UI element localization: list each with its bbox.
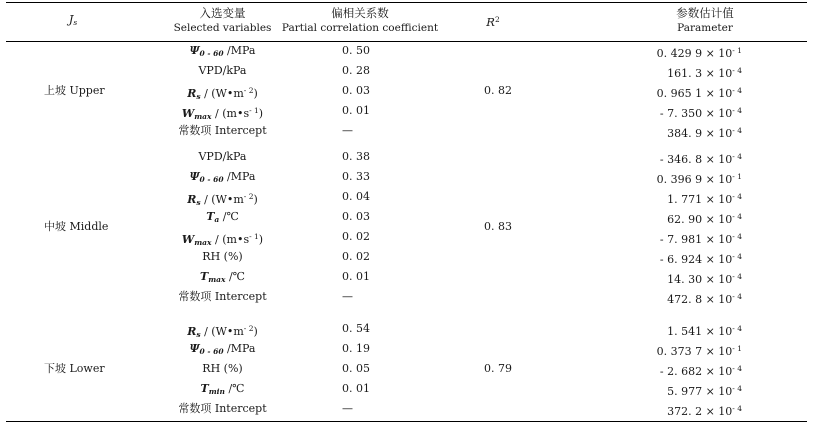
pcc-value: 0. 04 bbox=[342, 190, 370, 203]
group-label: 中坡 Middle bbox=[44, 220, 109, 233]
variable-subscript: max bbox=[194, 112, 212, 121]
parameter-exponent: ‑ 4 bbox=[732, 324, 742, 333]
variable-cell bbox=[150, 210, 295, 227]
variable-subscript: 0 ‑ 60 bbox=[199, 49, 224, 58]
pcc-value: — bbox=[342, 290, 353, 303]
pcc-value: — bbox=[342, 124, 353, 137]
unit-close: ) bbox=[258, 233, 264, 246]
header-parameter-cn: 参数估计值 bbox=[676, 6, 734, 20]
parameter-exponent: ‑ 4 bbox=[732, 86, 742, 95]
pcc-value: 0. 50 bbox=[342, 44, 370, 57]
parameter-exponent: ‑ 4 bbox=[732, 252, 742, 261]
variable-unit: /℃ bbox=[225, 270, 245, 283]
parameter-exponent: ‑ 4 bbox=[732, 66, 742, 75]
header-rule bbox=[6, 41, 807, 42]
parameter-mantissa: 372. 2 × 10 bbox=[667, 405, 733, 418]
parameter-mantissa: 0. 373 7 × 10 bbox=[656, 345, 733, 358]
parameter-value bbox=[560, 44, 742, 61]
variable-subscript: max bbox=[208, 275, 226, 284]
header-r2 bbox=[478, 12, 508, 30]
variable-cell bbox=[150, 322, 295, 342]
variable-cell bbox=[150, 382, 295, 399]
variable-cell bbox=[150, 270, 295, 287]
parameter-value bbox=[560, 382, 742, 399]
variable-cell bbox=[150, 342, 295, 359]
parameter-exponent: ‑ 4 bbox=[732, 126, 742, 135]
variable-symbol: Ψ bbox=[189, 44, 200, 57]
parameter-exponent: ‑ 4 bbox=[732, 152, 742, 161]
variable-subscript: s bbox=[196, 92, 201, 101]
parameter-mantissa: ‑ 2. 682 × 10 bbox=[659, 365, 733, 378]
top-rule bbox=[6, 2, 807, 3]
header-pcc bbox=[265, 6, 455, 36]
variable-cell bbox=[150, 44, 295, 61]
variable-cell bbox=[150, 230, 295, 250]
r2-value: 0. 79 bbox=[484, 362, 512, 375]
parameter-mantissa: 5. 977 × 10 bbox=[667, 385, 733, 398]
parameter-exponent: ‑ 4 bbox=[732, 192, 742, 201]
parameter-exponent: ‑ 4 bbox=[732, 106, 742, 115]
pcc-value: 0. 03 bbox=[342, 84, 370, 97]
pcc-value: 0. 01 bbox=[342, 270, 370, 283]
parameter-mantissa: 62. 90 × 10 bbox=[667, 213, 733, 226]
variable-subscript: 0 ‑ 60 bbox=[199, 347, 224, 356]
parameter-value bbox=[560, 210, 742, 227]
header-variables-en: Selected variables bbox=[173, 22, 272, 34]
variable-symbol: W bbox=[181, 233, 195, 246]
parameter-mantissa: 0. 396 9 × 10 bbox=[656, 173, 733, 186]
pcc-value: 0. 05 bbox=[342, 362, 370, 375]
variable-unit: RH (%) bbox=[202, 362, 243, 375]
variable-cell bbox=[150, 124, 295, 138]
variable-subscript: s bbox=[196, 198, 201, 207]
variable-cell bbox=[150, 170, 295, 187]
variable-unit: 常数项 Intercept bbox=[178, 124, 267, 137]
parameter-value bbox=[560, 402, 742, 419]
variable-symbol: Ψ bbox=[189, 170, 200, 183]
pcc-value: 0. 28 bbox=[342, 64, 370, 77]
header-js bbox=[58, 12, 88, 30]
pcc-value: 0. 03 bbox=[342, 210, 370, 223]
unit-superscript: ‑ 2 bbox=[243, 192, 254, 201]
variable-subscript: s bbox=[196, 330, 201, 339]
variable-cell bbox=[150, 190, 295, 210]
parameter-value bbox=[560, 150, 742, 167]
parameter-exponent: ‑ 4 bbox=[732, 384, 742, 393]
parameter-value bbox=[560, 84, 742, 101]
header-r2-symbol: R bbox=[486, 15, 495, 29]
unit-superscript: ‑ 1 bbox=[249, 232, 259, 241]
pcc-value: 0. 54 bbox=[342, 322, 370, 335]
r2-value: 0. 83 bbox=[484, 220, 512, 233]
parameter-mantissa: 0. 429 9 × 10 bbox=[656, 47, 733, 60]
unit-close: ) bbox=[253, 87, 258, 100]
variable-cell bbox=[150, 64, 295, 78]
variable-subscript: min bbox=[208, 387, 225, 396]
unit-superscript: ‑ 2 bbox=[243, 324, 254, 333]
bottom-rule bbox=[6, 421, 807, 422]
parameter-exponent: ‑ 4 bbox=[732, 292, 742, 301]
pcc-value: 0. 33 bbox=[342, 170, 370, 183]
variable-symbol: T bbox=[200, 270, 209, 283]
variable-unit: /MPa bbox=[223, 44, 256, 57]
parameter-mantissa: 384. 9 × 10 bbox=[667, 127, 733, 140]
pcc-value: — bbox=[342, 402, 353, 415]
variable-cell bbox=[150, 104, 295, 124]
parameter-exponent: ‑ 4 bbox=[732, 232, 742, 241]
variable-unit: /MPa bbox=[223, 342, 256, 355]
variable-unit: /℃ bbox=[219, 210, 239, 223]
parameter-value bbox=[560, 362, 742, 379]
header-js-symbol: J bbox=[68, 12, 74, 26]
parameter-value bbox=[560, 190, 742, 207]
group-label: 上坡 Upper bbox=[44, 84, 105, 97]
variable-symbol: T bbox=[206, 210, 215, 223]
variable-symbol: R bbox=[187, 193, 197, 206]
variable-symbol: T bbox=[200, 382, 209, 395]
variable-cell bbox=[150, 150, 295, 164]
unit-superscript: ‑ 1 bbox=[249, 106, 259, 115]
parameter-mantissa: ‑ 346. 8 × 10 bbox=[659, 153, 733, 166]
unit-close: ) bbox=[253, 325, 258, 338]
parameter-mantissa: ‑ 6. 924 × 10 bbox=[659, 253, 733, 266]
variable-cell bbox=[150, 362, 295, 376]
variable-unit: /℃ bbox=[224, 382, 245, 395]
r2-value: 0. 82 bbox=[484, 84, 512, 97]
variable-cell bbox=[150, 84, 295, 104]
variable-unit: / (W•m bbox=[200, 193, 244, 206]
parameter-exponent: ‑ 1 bbox=[732, 344, 742, 353]
variable-symbol: W bbox=[181, 107, 195, 120]
variable-subscript: max bbox=[194, 238, 212, 247]
parameter-value bbox=[560, 342, 742, 359]
variable-unit: VPD/kPa bbox=[198, 64, 247, 77]
parameter-value bbox=[560, 250, 742, 267]
header-parameter-en: Parameter bbox=[677, 22, 733, 34]
parameter-value bbox=[560, 270, 742, 287]
variable-symbol: Ψ bbox=[189, 342, 200, 355]
parameter-value bbox=[560, 290, 742, 307]
parameter-value bbox=[560, 230, 742, 247]
parameter-value bbox=[560, 322, 742, 339]
parameter-exponent: ‑ 1 bbox=[732, 172, 742, 181]
variable-unit: / (W•m bbox=[200, 87, 244, 100]
parameter-exponent: ‑ 4 bbox=[732, 404, 742, 413]
pcc-value: 0. 38 bbox=[342, 150, 370, 163]
pcc-value: 0. 19 bbox=[342, 342, 370, 355]
parameter-mantissa: 1. 771 × 10 bbox=[667, 193, 733, 206]
variable-cell bbox=[150, 402, 295, 416]
variable-unit: /MPa bbox=[223, 170, 256, 183]
parameter-value bbox=[560, 104, 742, 121]
pcc-value: 0. 01 bbox=[342, 104, 370, 117]
parameter-value bbox=[560, 170, 742, 187]
header-r2-sup: 2 bbox=[494, 15, 500, 24]
header-parameter bbox=[640, 6, 770, 36]
variable-unit: VPD/kPa bbox=[198, 150, 247, 163]
parameter-value bbox=[560, 64, 742, 81]
variable-subscript: 0 ‑ 60 bbox=[199, 175, 224, 184]
variable-cell bbox=[150, 250, 295, 264]
parameter-mantissa: ‑ 7. 350 × 10 bbox=[659, 107, 733, 120]
parameter-exponent: ‑ 4 bbox=[732, 212, 742, 221]
unit-close: ) bbox=[253, 193, 258, 206]
header-variables-cn: 入选变量 bbox=[199, 6, 246, 20]
variable-unit: / (m•s bbox=[211, 107, 250, 120]
parameter-mantissa: 14. 30 × 10 bbox=[667, 273, 733, 286]
variable-unit: / (W•m bbox=[200, 325, 244, 338]
header-pcc-cn: 偏相关系数 bbox=[331, 6, 389, 20]
variable-subscript: a bbox=[214, 215, 220, 224]
pcc-value: 0. 02 bbox=[342, 230, 370, 243]
header-pcc-en: Partial correlation coefficient bbox=[281, 22, 439, 34]
pcc-value: 0. 02 bbox=[342, 250, 370, 263]
header-js-sub: s bbox=[73, 18, 78, 27]
parameter-mantissa: 472. 8 × 10 bbox=[667, 293, 733, 306]
variable-unit: RH (%) bbox=[202, 250, 243, 263]
unit-superscript: ‑ 2 bbox=[243, 86, 254, 95]
unit-close: ) bbox=[258, 107, 264, 120]
variable-unit: 常数项 Intercept bbox=[178, 290, 267, 303]
parameter-mantissa: 1. 541 × 10 bbox=[667, 325, 733, 338]
parameter-exponent: ‑ 4 bbox=[732, 364, 742, 373]
group-label: 下坡 Lower bbox=[44, 362, 105, 375]
parameter-mantissa: 0. 965 1 × 10 bbox=[656, 87, 733, 100]
parameter-value bbox=[560, 124, 742, 141]
parameter-mantissa: 161. 3 × 10 bbox=[667, 67, 733, 80]
variable-cell bbox=[150, 290, 295, 304]
parameter-exponent: ‑ 1 bbox=[732, 46, 742, 55]
variable-unit: 常数项 Intercept bbox=[178, 402, 267, 415]
variable-symbol: R bbox=[187, 87, 197, 100]
parameter-exponent: ‑ 4 bbox=[732, 272, 742, 281]
pcc-value: 0. 01 bbox=[342, 382, 370, 395]
variable-symbol: R bbox=[187, 325, 197, 338]
parameter-mantissa: ‑ 7. 981 × 10 bbox=[659, 233, 733, 246]
variable-unit: / (m•s bbox=[211, 233, 250, 246]
